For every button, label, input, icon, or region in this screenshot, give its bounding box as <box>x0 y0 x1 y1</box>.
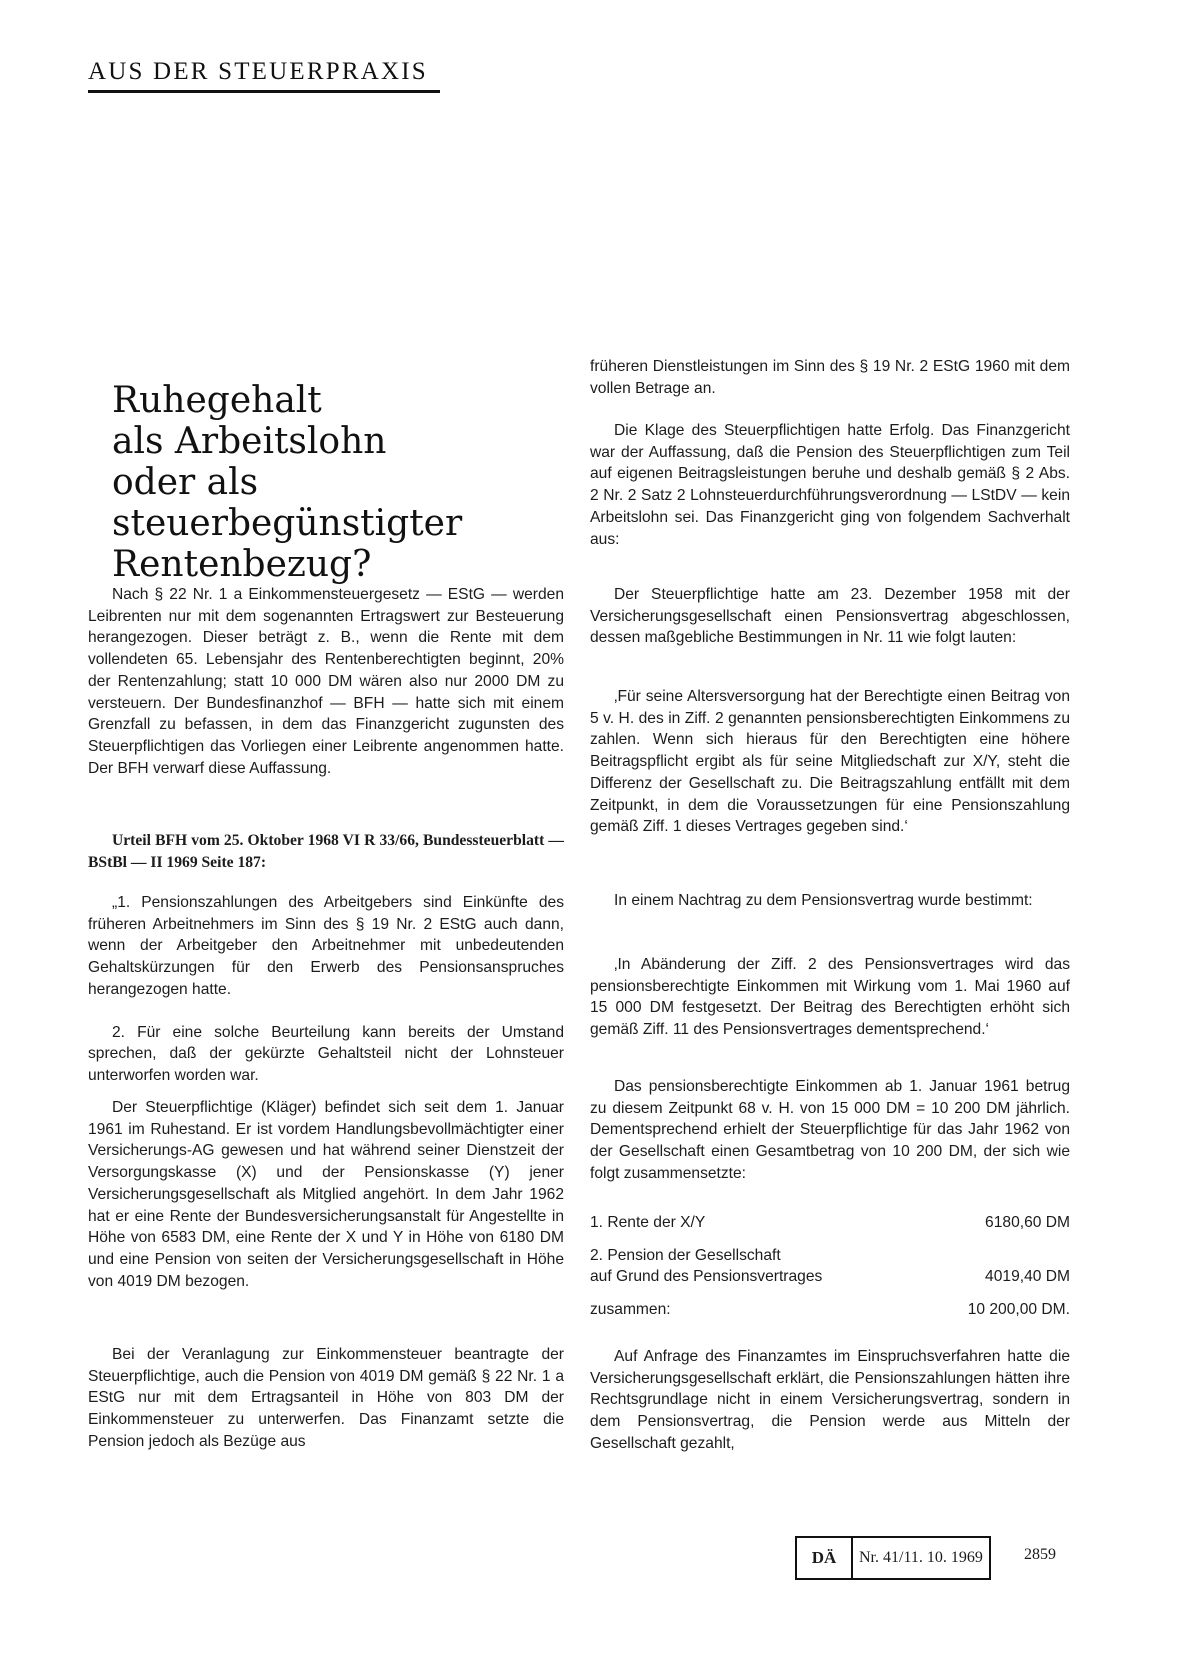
right-column-objection <box>590 1346 1070 1455</box>
row-value: 6180,60 DM <box>985 1214 1070 1231</box>
table-row <box>590 1212 1070 1234</box>
objection-paragraph: Auf Anfrage des Finanzamtes im Einspruchsverfahren hatte die Versicherungsgesellschaft erklärt, die Pensionszahlungen hätten ihre Rechtsgrundlage nicht in einem Versicherungsvertrag, sondern in dem Pensionsvertrag, die Pension werde aus Mitteln der Gesellschaft gezahlt, <box>590 1348 1070 1452</box>
right-column-addendum-quote <box>590 954 1070 1041</box>
right-column-top <box>590 356 1070 399</box>
title-line: oder als <box>112 462 259 503</box>
table-row <box>590 1266 1070 1288</box>
section-heading: AUS DER STEUERPRAXIS <box>88 58 440 93</box>
total-label: zusammen: <box>590 1301 671 1319</box>
article-title <box>112 380 572 585</box>
verdict-heading: Urteil BFH vom 25. Oktober 1968 VI R 33/66, Bundessteuerblatt — BStBl — II 1969 Seite 187: <box>88 832 564 871</box>
row-label: 2. Pension der Gesellschaft <box>590 1246 781 1264</box>
facts-paragraph: Der Steuerpflichtige (Kläger) befindet sich seit dem 1. Januar 1961 im Ruhestand. Er ist vordem Handlungsbevollmächtigter einer Versicherungs-AG gewesen und hat während seiner Dienstzeit der Versorgungskasse (X) und der Pensionskasse (Y) jener Versicherungsgesellschaft als Mitglied angehört. In dem Jahr 1962 hat er eine Rente der Bundesversicherungsanstalt für Angestellte in Höhe von 6583 DM, eine Rente der X und Y in Höhe von 6180 DM und eine Pension von seiten der Versicherungsgesellschaft in Höhe von 4019 DM bezogen. <box>88 1099 564 1290</box>
issue-box <box>795 1536 991 1580</box>
left-column-facts <box>88 1097 564 1292</box>
title-line: Ruhegehalt <box>112 380 322 421</box>
addendum-intro: In einem Nachtrag zu dem Pensionsvertrag wurde bestimmt: <box>614 892 1033 909</box>
row-value: 4019,40 DM <box>985 1268 1070 1286</box>
left-column-quote <box>88 892 564 1087</box>
right-column-income <box>590 1076 1070 1185</box>
verdict-quote-2: 2. Für eine solche Beurteilung kann bereits der Umstand sprechen, daß der gekürzte Gehaltsteil nicht der Lohnsteuer unterworfen worden war. <box>88 1023 564 1084</box>
title-line: als Arbeitslohn <box>112 421 387 462</box>
right-column-contract-quote <box>590 686 1070 838</box>
row-label: auf Grund des Pensionsvertrages <box>590 1268 823 1286</box>
left-column-assessment <box>88 1344 564 1453</box>
total-value: 10 200,00 DM. <box>967 1301 1070 1319</box>
journal-logo: DÄ <box>797 1538 853 1578</box>
addendum-quote: ‚In Abänderung der Ziff. 2 des Pensionsvertrages wird das pensionsberechtigte Einkommen mit Wirkung vom 1. Mai 1960 auf 15 000 DM festgesetzt. Der Beitrag des Berechtigten erhöht sich gemäß Ziff. 11 des Pensionsvertrages dementsprechend.‘ <box>590 956 1070 1039</box>
continuation-paragraph: früheren Dienstleistungen im Sinn des § 19 Nr. 2 EStG 1960 mit dem vollen Betrage an. <box>590 358 1070 397</box>
contract-paragraph: Der Steuerpflichtige hatte am 23. Dezember 1958 mit der Versicherungsgesellschaft einen Pensionsvertrag abgeschlossen, dessen maßgebliche Bestimmungen in Nr. 11 wie folgt lauten: <box>590 586 1070 647</box>
issue-number: Nr. 41/11. 10. 1969 <box>859 1549 983 1566</box>
right-column-contract <box>590 584 1070 649</box>
contract-quote: ‚Für seine Altersversorgung hat der Berechtigte einen Beitrag von 5 v. H. des in Ziff. 2 genannten pensionsberechtigten Einkommens zu zahlen. Wenn sich hieraus für den Berechtigten eine höhere Beitragspflicht ergibt als für seine Mitgliedschaft zur X/Y, steht die Differenz der Gesellschaft zu. Die Beitragszahlung entfällt mit dem Zeitpunkt, in dem die Voraussetzungen für eine Pensionszahlung gemäß Ziff. 1 dieses Vertrages gegeben sind.‘ <box>590 688 1070 836</box>
left-column-verdict <box>88 830 564 873</box>
income-paragraph: Das pensionsberechtigte Einkommen ab 1. Januar 1961 betrug zu diesem Zeitpunkt 68 v. H. von 15 000 DM = 10 200 DM jährlich. Dementsprechend erhielt der Steuerpflichtige für das Jahr 1962 von der Gesellschaft einen Gesamtbetrag von 10 200 DM, der sich wie folgt zusammensetzte: <box>590 1078 1070 1182</box>
verdict-quote-1: „1. Pensionszahlungen des Arbeitgebers sind Einkünfte des früheren Arbeitnehmers im Sinn des § 19 Nr. 2 EStG auch dann, wenn der Arbeitgeber den Arbeitnehmer mit unbedeutenden Gehaltskürzungen für den Erwerb des Pensionsanspruches herangezogen hatte. <box>88 894 564 998</box>
lawsuit-paragraph: Die Klage des Steuerpflichtigen hatte Erfolg. Das Finanzgericht war der Auffassung, daß die Pension des Steuerpflichtigen zum Teil auf eigenen Beitragsleistungen beruhe und deshalb gemäß § 2 Abs. 2 Nr. 2 Satz 2 Lohnsteuerdurchführungsverordnung — LStDV — kein Arbeitslohn sei. Das Finanzgericht ging von folgendem Sachverhalt aus: <box>590 422 1070 548</box>
right-column-lawsuit <box>590 420 1070 550</box>
payment-table <box>590 1212 1070 1321</box>
row-label: 1. Rente der X/Y <box>590 1214 706 1231</box>
title-line: steuerbegünstigter <box>112 503 463 544</box>
assessment-paragraph: Bei der Veranlagung zur Einkommensteuer beantragte der Steuerpflichtige, auch die Pension von 4019 DM gemäß § 22 Nr. 1 a EStG nur mit dem Ertragsanteil in Höhe von 803 DM der Einkommensteuer zu unterwerfen. Das Finanzamt setzte die Pension jedoch als Bezüge aus <box>88 1346 564 1450</box>
title-line: Rentenbezug? <box>112 544 372 585</box>
left-column <box>88 584 564 779</box>
intro-paragraph: Nach § 22 Nr. 1 a Einkommensteuergesetz — EStG — werden Leibrenten nur mit dem sogenannten Ertragswert zur Besteuerung herangezogen. Dieser beträgt z. B., wenn die Rente mit dem vollendeten 65. Lebensjahr des Rentenberechtigten beginnt, 20% der Rentenzahlung; statt 10 000 DM wären also nur 2000 DM zu versteuern. Der Bundesfinanzhof — BFH — hatte sich mit einem Grenzfall zu befassen, in dem das Finanzgericht zugunsten des Steuerpflichtigen das Vorliegen einer Leibrente angenommen hatte. Der BFH verwarf diese Auffassung. <box>88 586 564 777</box>
page-number: 2859 <box>1024 1546 1056 1563</box>
right-column-addendum <box>590 890 1070 912</box>
table-total-row <box>590 1299 1070 1321</box>
